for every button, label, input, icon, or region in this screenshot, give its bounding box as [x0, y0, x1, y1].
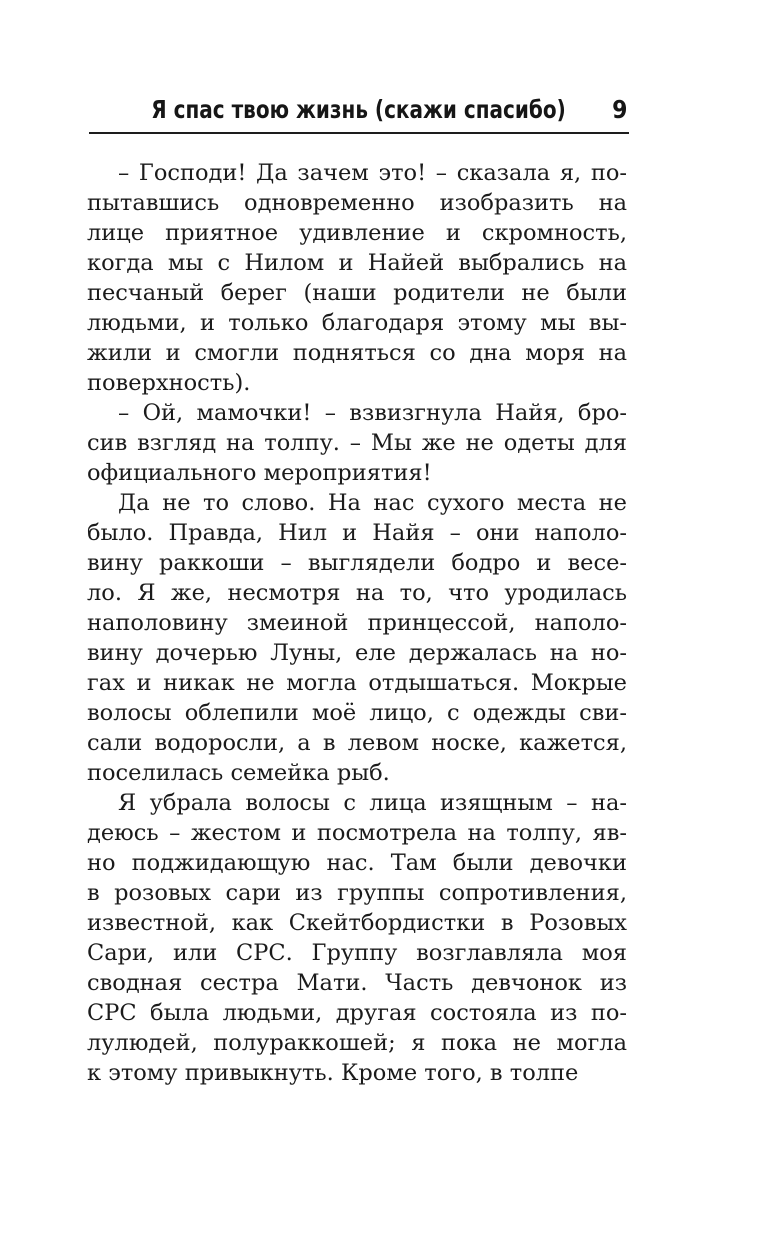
- text-line: поверхность).: [87, 370, 251, 396]
- text-line: вину раккоши – выглядели бодро и весе-: [87, 550, 627, 576]
- running-header-title: Я спас твою жизнь (скажи спасибо): [151, 95, 566, 124]
- page-number: 9: [611, 95, 627, 124]
- text-line: когда мы с Нилом и Найей выбрались на: [87, 250, 627, 276]
- text-line: гах и никак не могла отдышаться. Мокрые: [87, 670, 627, 696]
- text-line: – Господи! Да зачем это! – сказала я, по-: [118, 160, 627, 186]
- text-line: сводная сестра Мати. Часть девчонок из: [87, 970, 627, 996]
- text-line: деюсь – жестом и посмотрела на толпу, яв-: [87, 820, 627, 846]
- text-line: официального мероприятия!: [87, 460, 432, 486]
- text-line: наполовину змеиной принцессой, наполо-: [87, 610, 627, 636]
- text-line: поселилась семейка рыб.: [87, 760, 390, 786]
- text-line: вину дочерью Луны, еле держалась на но-: [87, 640, 627, 666]
- text-line: было. Правда, Нил и Найя – они наполо-: [87, 520, 627, 546]
- text-line: сив взгляд на толпу. – Мы же не одеты для: [87, 430, 627, 456]
- text-line: Да не то слово. На нас сухого места не: [118, 490, 627, 516]
- text-line: известной, как Скейтбордистки в Розовых: [87, 910, 627, 936]
- text-line: пытавшись одновременно изобразить на: [87, 190, 627, 216]
- text-line: лице приятное удивление и скромность,: [87, 220, 627, 246]
- text-line: сали водоросли, а в левом носке, кажется,: [87, 730, 627, 756]
- text-line: к этому привыкнуть. Кроме того, в толпе: [87, 1060, 579, 1086]
- text-line: жили и смогли подняться со дна моря на: [87, 340, 627, 366]
- text-line: в розовых сари из группы сопротивления,: [87, 880, 627, 906]
- text-line: Я убрала волосы с лица изящным – на-: [118, 790, 627, 816]
- text-line: людьми, и только благодаря этому мы вы-: [87, 310, 627, 336]
- text-line: Сари, или СРС. Группу возглавляла моя: [87, 940, 627, 966]
- text-line: песчаный берег (наши родители не были: [87, 280, 627, 306]
- text-line: но поджидающую нас. Там были девочки: [87, 850, 627, 876]
- text-line: ло. Я же, несмотря на то, что уродилась: [87, 580, 627, 606]
- header-rule: [89, 132, 629, 134]
- page-text: [87, 158, 627, 1088]
- text-line: волосы облепили моё лицо, с одежды сви-: [87, 700, 627, 726]
- text-line: лулюдей, полураккошей; я пока не могла: [87, 1030, 627, 1056]
- running-header: [88, 97, 629, 127]
- text-line: – Ой, мамочки! – взвизгнула Найя, бро-: [118, 400, 627, 426]
- text-line: СРС была людьми, другая состояла из по-: [87, 1000, 627, 1026]
